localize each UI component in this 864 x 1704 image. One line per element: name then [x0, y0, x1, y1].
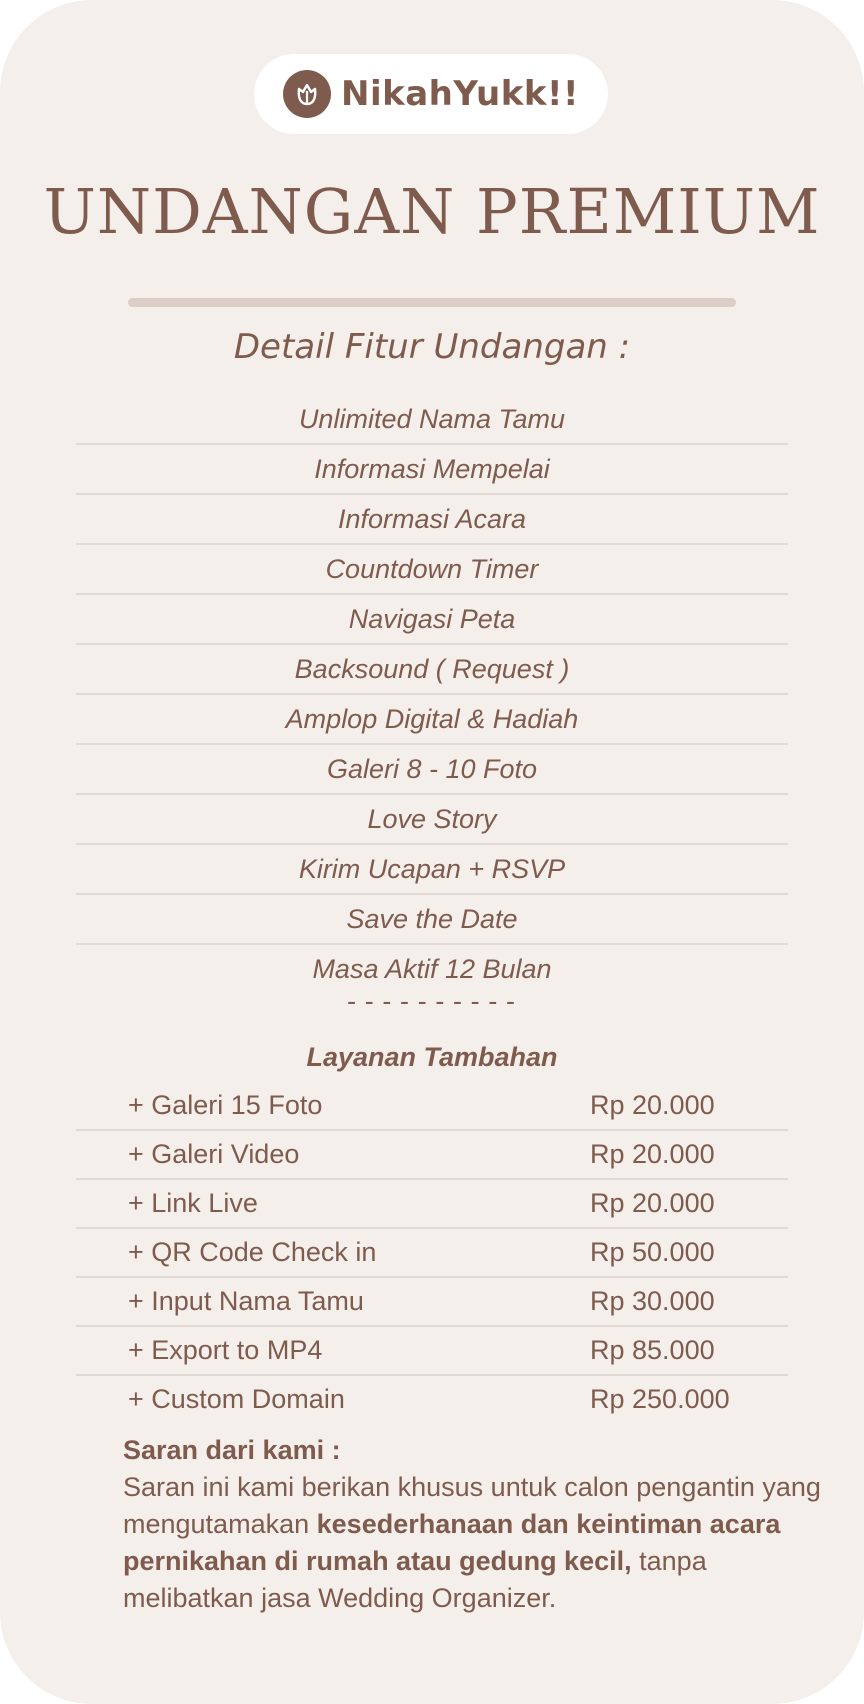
title-divider: [128, 298, 736, 307]
list-item: Countdown Timer: [76, 545, 788, 595]
addon-price: Rp 30.000: [590, 1286, 715, 1316]
list-item: Amplop Digital & Hadiah: [76, 695, 788, 745]
brand-logo[interactable]: [254, 54, 608, 134]
addons-heading: Layanan Tambahan: [306, 1042, 558, 1072]
addon-name: + Input Nama Tamu: [128, 1286, 364, 1316]
list-item: Masa Aktif 12 Bulan: [312, 954, 552, 984]
list-item: Informasi Acara: [76, 495, 788, 545]
list-item: Love Story: [76, 795, 788, 845]
advice-block: [123, 1432, 823, 1617]
list-item: Unlimited Nama Tamu: [76, 395, 788, 445]
list-item: Galeri 8 - 10 Foto: [76, 745, 788, 795]
addon-price: Rp 85.000: [590, 1335, 715, 1365]
table-row: [76, 1278, 788, 1327]
table-row: [76, 1180, 788, 1229]
list-item: Backsound ( Request ): [76, 645, 788, 695]
addon-price: Rp 20.000: [590, 1090, 715, 1120]
addon-price: Rp 250.000: [590, 1384, 730, 1414]
table-row: [76, 1327, 788, 1376]
list-item: Informasi Mempelai: [76, 445, 788, 495]
addon-name: + Export to MP4: [128, 1335, 323, 1365]
addon-price: Rp 20.000: [590, 1139, 715, 1169]
addon-price: Rp 20.000: [590, 1188, 715, 1218]
addon-name: + Galeri 15 Foto: [128, 1090, 323, 1120]
section-separator: ----------: [343, 987, 521, 1017]
brand-name: NikahYukk!!: [341, 74, 579, 114]
features-list: [76, 395, 788, 993]
advice-title: Saran dari kami :: [123, 1435, 341, 1465]
tulip-icon: [283, 70, 331, 118]
table-row: [76, 1376, 788, 1423]
table-row: [76, 1229, 788, 1278]
table-row: [76, 1131, 788, 1180]
addon-name: + Galeri Video: [128, 1139, 300, 1169]
addon-name: + QR Code Check in: [128, 1237, 377, 1267]
list-item: Navigasi Peta: [76, 595, 788, 645]
addon-name: + Custom Domain: [128, 1384, 345, 1414]
list-item: Kirim Ucapan + RSVP: [76, 845, 788, 895]
table-row: [76, 1082, 788, 1131]
advice-text: tanpa melibatkan jasa Wedding Organizer.: [123, 1546, 707, 1613]
list-item: Save the Date: [76, 895, 788, 945]
advice-text-bold: kesederhanaan dan keintiman acara pernikahan di rumah atau gedung kecil,: [123, 1509, 781, 1576]
page-title: UNDANGAN PREMIUM: [43, 175, 821, 248]
addon-name: + Link Live: [128, 1188, 258, 1218]
addons-list: [76, 1082, 788, 1423]
addon-price: Rp 50.000: [590, 1237, 715, 1267]
features-heading: Detail Fitur Undangan :: [233, 327, 631, 367]
advice-text: Saran ini kami berikan khusus untuk calon pengantin yang mengutamakan: [123, 1472, 821, 1539]
